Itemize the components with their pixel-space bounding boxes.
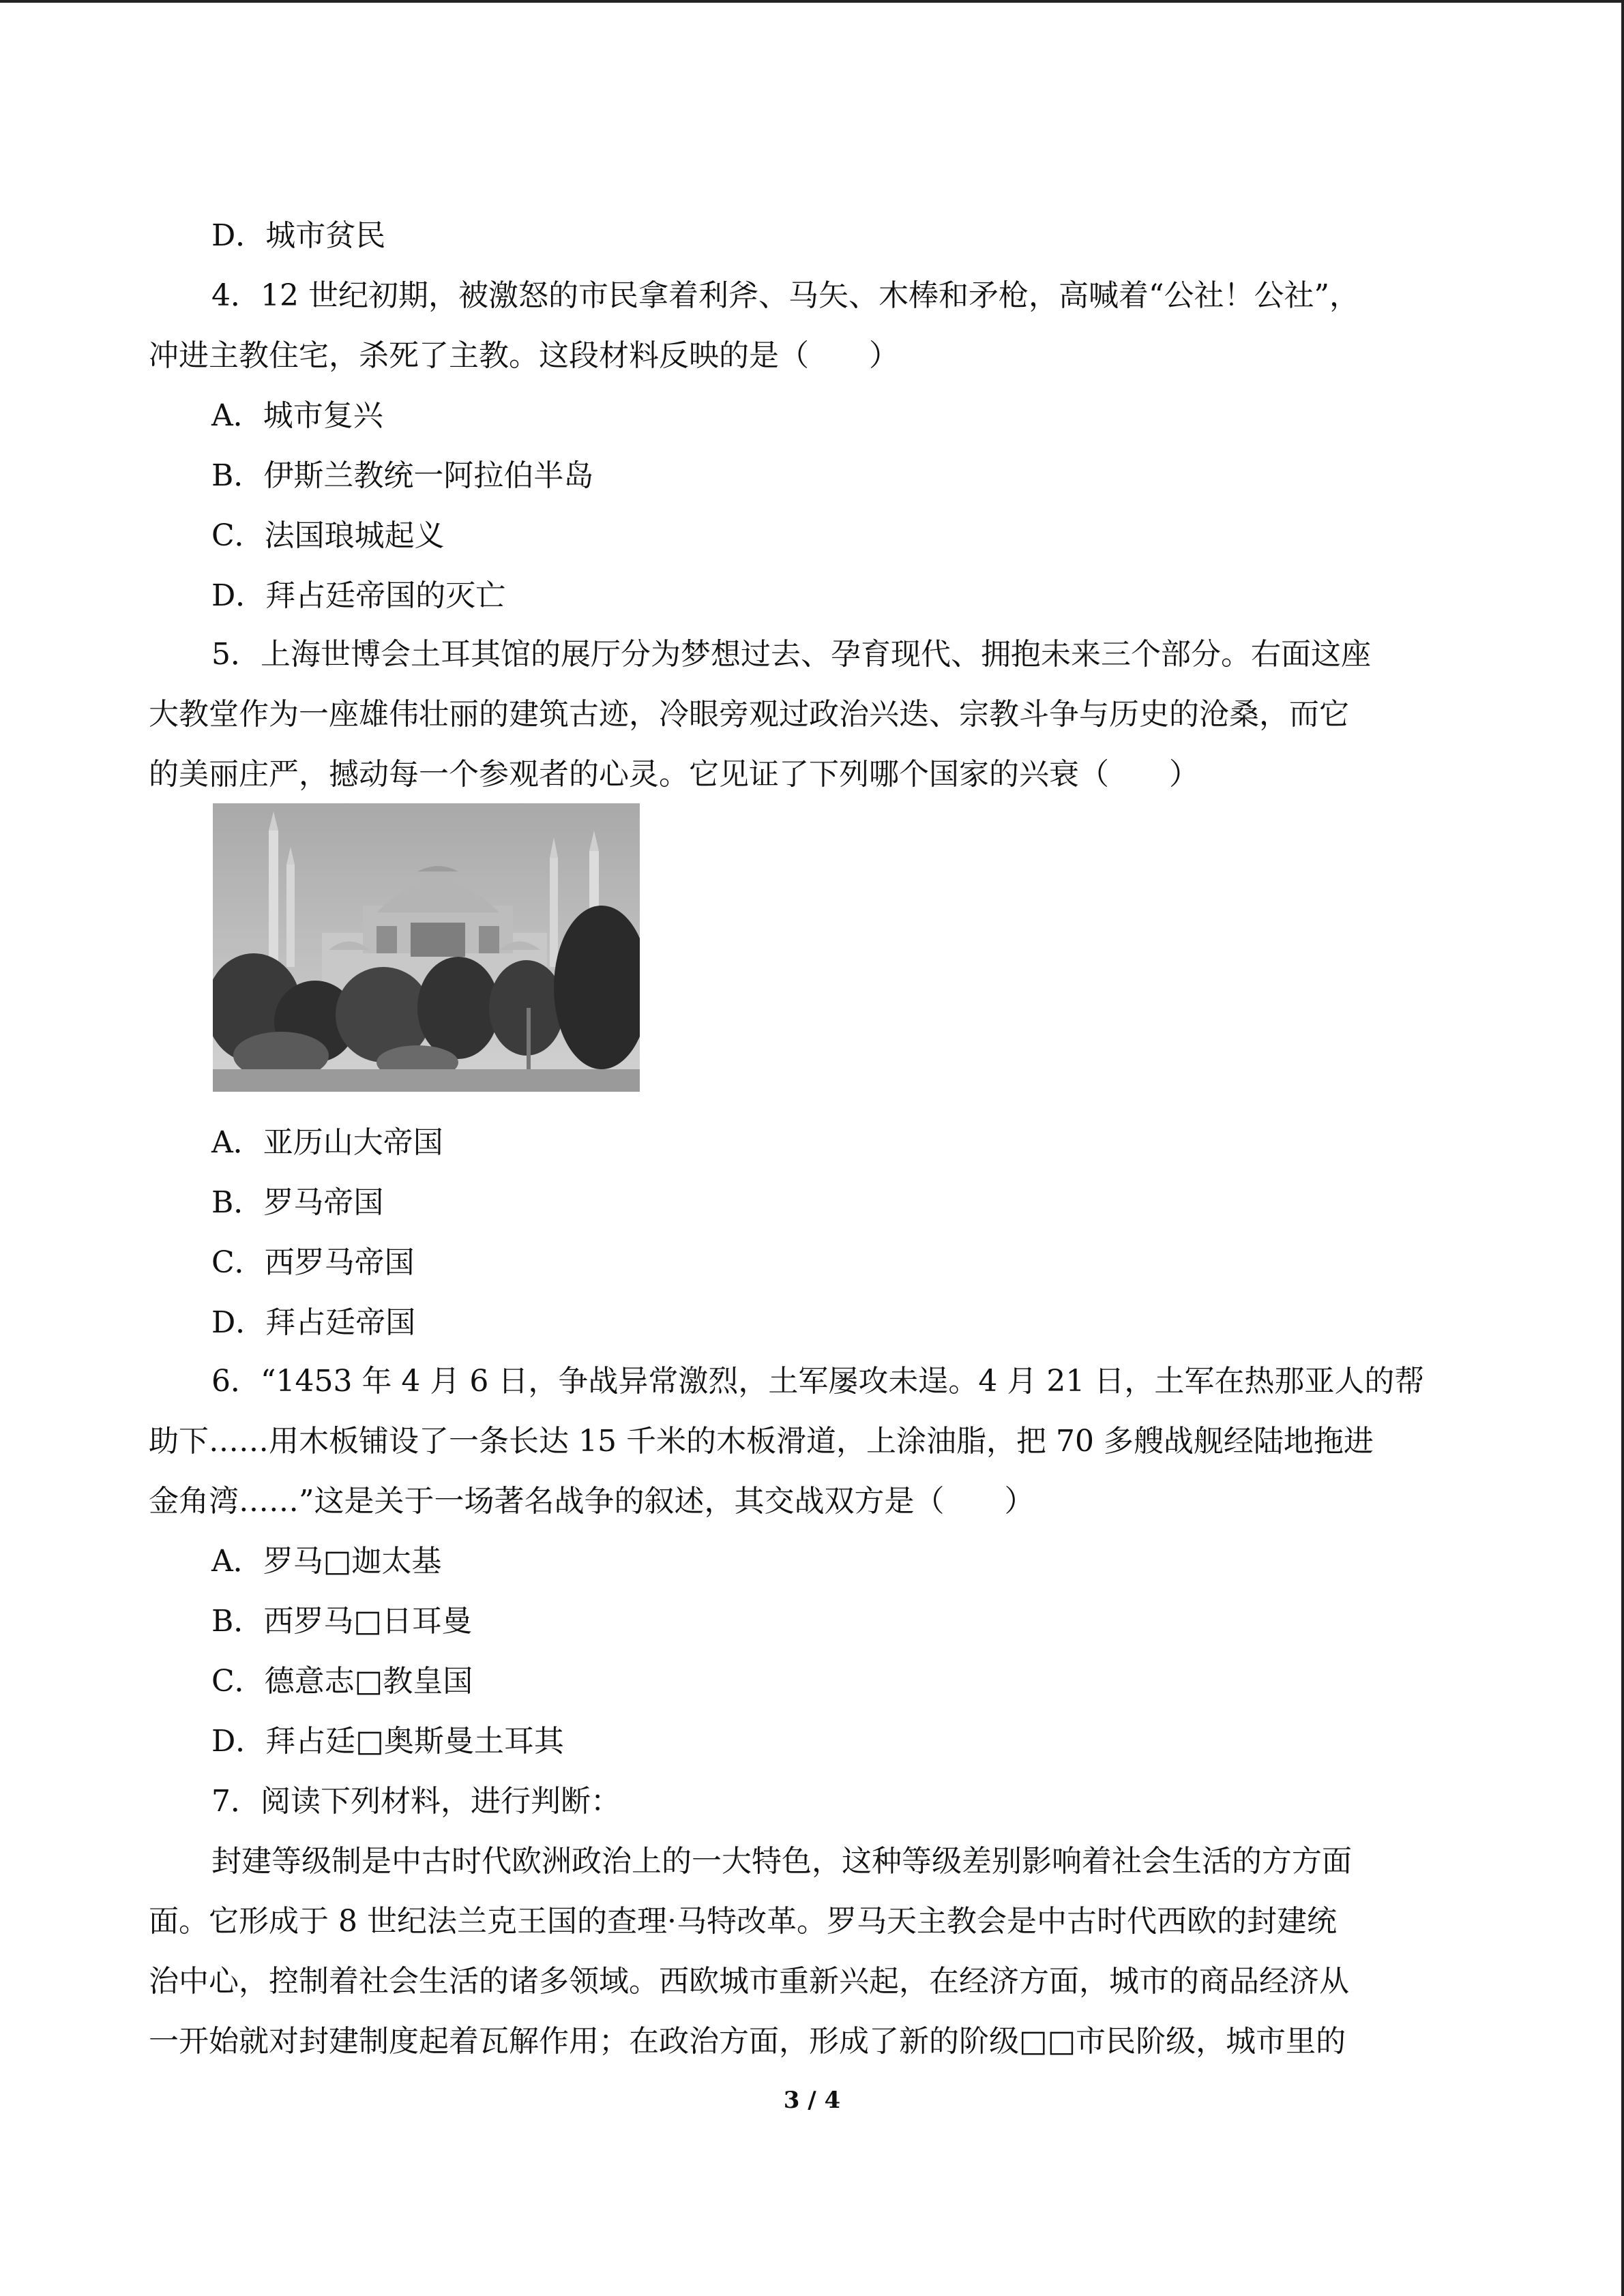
q7-material-line1: 封建等级制是中古时代欧洲政治上的一大特色，这种等级差别影响着社会生活的方方面	[211, 1844, 1352, 1879]
q6-option-d: D．拜占廷□奥斯曼土耳其	[211, 1724, 564, 1759]
q4-option-a: A．城市复兴	[211, 398, 383, 433]
q7-material-line3: 治中心，控制着社会生活的诸多领域。西欧城市重新兴起，在经济方面，城市的商品经济从	[149, 1964, 1349, 1999]
q5-option-d: D．拜占廷帝国	[211, 1305, 416, 1340]
q4-option-b: B．伊斯兰教统一阿拉伯半岛	[211, 458, 594, 493]
q5-stem-line2: 大教堂作为一座雄伟壮丽的建筑古迹，冷眼旁观过政治兴迭、宗教斗争与历史的沧桑，而它	[149, 697, 1349, 732]
q5-option-b: B．罗马帝国	[211, 1185, 384, 1220]
q7-material-line2: 面。它形成于 8 世纪法兰克王国的查理·马特改革。罗马天主教会是中古时代西欧的封建统	[149, 1904, 1337, 1939]
page-border-right	[1621, 0, 1624, 2296]
q3-option-d: D．城市贫民	[211, 218, 386, 253]
q7-stem: 7．阅读下列材料，进行判断：	[211, 1784, 621, 1819]
q4-stem-line2: 冲进主教住宅，杀死了主教。这段材料反映的是（ ）	[149, 338, 899, 373]
q5-stem-line1: 5．上海世博会土耳其馆的展厅分为梦想过去、孕育现代、拥抱未来三个部分。右面这座	[211, 637, 1371, 672]
q6-option-a: A．罗马□迦太基	[211, 1544, 442, 1579]
q4-option-c: C．法国琅城起义	[211, 518, 445, 553]
q6-stem-line3: 金角湾……”这是关于一场著名战争的叙述，其交战双方是（ ）	[149, 1484, 1035, 1519]
q6-stem-line2: 助下……用木板铺设了一条长达 15 千米的木板滑道，上涂油脂，把 70 多艘战舰经陆地拖进	[149, 1424, 1374, 1459]
q7-material-line4: 一开始就对封建制度起着瓦解作用；在政治方面，形成了新的阶级□□市民阶级，城市里的	[149, 2024, 1346, 2059]
q5-stem-line3: 的美丽庄严，撼动每一个参观者的心灵。它见证了下列哪个国家的兴衰（ ）	[149, 757, 1199, 792]
page-number: 3 / 4	[783, 2087, 841, 2114]
q6-stem-line1: 6．“1453 年 4 月 6 日，争战异常激烈，土军屡攻未逞。4 月 21 日，土军在热那亚人的帮	[211, 1364, 1425, 1399]
q4-stem-line1: 4．12 世纪初期，被激怒的市民拿着利斧、马矢、木棒和矛枪，高喊着“公社！公社”，	[211, 278, 1359, 313]
q5-option-c: C．西罗马帝国	[211, 1245, 415, 1280]
page-border-top	[0, 0, 1624, 3]
q6-option-b: B．西罗马□日耳曼	[211, 1604, 472, 1639]
q4-option-d: D．拜占廷帝国的灭亡	[211, 578, 506, 613]
q6-option-c: C．德意志□教皇国	[211, 1664, 473, 1699]
hagia-sophia-photo	[213, 803, 640, 1092]
q5-option-a: A．亚历山大帝国	[211, 1125, 443, 1160]
